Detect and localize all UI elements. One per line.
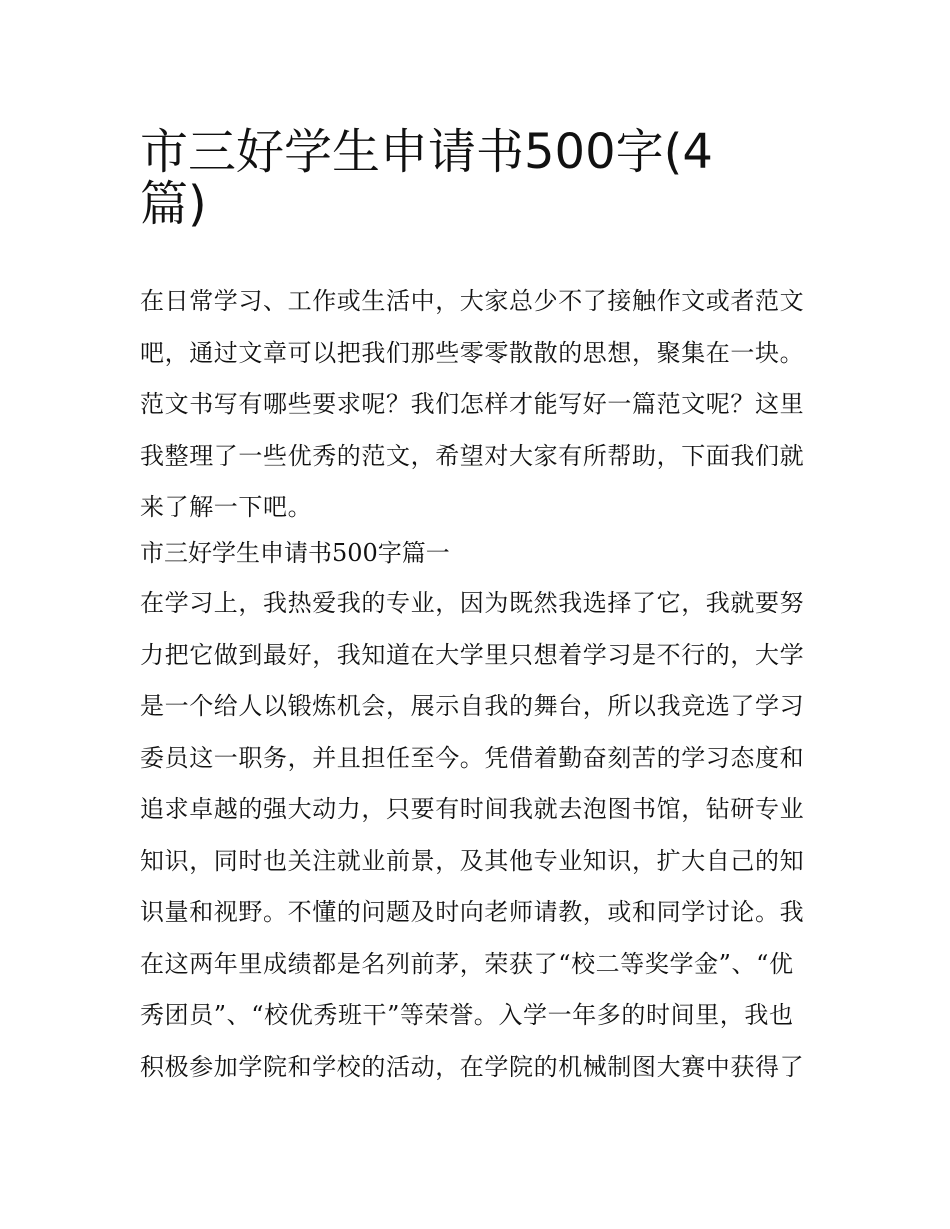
intro-line: 我整理了一些优秀的范文，希望对大家有所帮助，下面我们就: [140, 441, 805, 470]
section-line: 在这两年里成绩都是名列前茅，荣获了“校二等奖学金”、“优: [140, 949, 794, 978]
section-heading: 市三好学生申请书500字篇一: [140, 539, 450, 567]
document-title: [140, 112, 820, 232]
section-paragraph: [140, 578, 820, 1093]
section-line: 在学习上，我热爱我的专业，因为既然我选择了它，我就要努: [140, 589, 805, 617]
section-line: 识量和视野。不懂的问题及时向老师请教，或和同学讨论。我: [140, 898, 805, 926]
section-line: 是一个给人以锻炼机会，展示自我的舞台，所以我竞选了学习: [140, 692, 805, 720]
section-line: 力把它做到最好，我知道在大学里只想着学习是不行的，大学: [140, 640, 805, 669]
intro-line: 在日常学习、工作或生活中，大家总少不了接触作文或者范文: [140, 287, 805, 315]
title-line-2: 篇): [140, 175, 207, 232]
intro-line: 范文书写有哪些要求呢？我们怎样才能写好一篇范文呢？这里: [140, 390, 805, 418]
title-line-1: 市三好学生申请书500字(4: [140, 124, 713, 180]
intro-line: 吧，通过文章可以把我们那些零零散散的思想，聚集在一块。: [140, 338, 805, 367]
section-line: 积极参加学院和学校的活动，在学院的机械制图大赛中获得了: [140, 1052, 805, 1081]
section-line: 追求卓越的强大动力，只要有时间我就去泡图书馆，钻研专业: [140, 795, 805, 823]
section-line: 委员这一职务，并且担任至今。凭借着勤奋刻苦的学习态度和: [140, 743, 805, 772]
intro-paragraph: [140, 276, 820, 534]
section-line: 知识，同时也关注就业前景，及其他专业知识，扩大自己的知: [140, 846, 805, 875]
intro-line: 来了解一下吧。: [140, 493, 313, 521]
section-line: 秀团员”、“校优秀班干”等荣誉。入学一年多的时间里，我也: [140, 1001, 794, 1029]
